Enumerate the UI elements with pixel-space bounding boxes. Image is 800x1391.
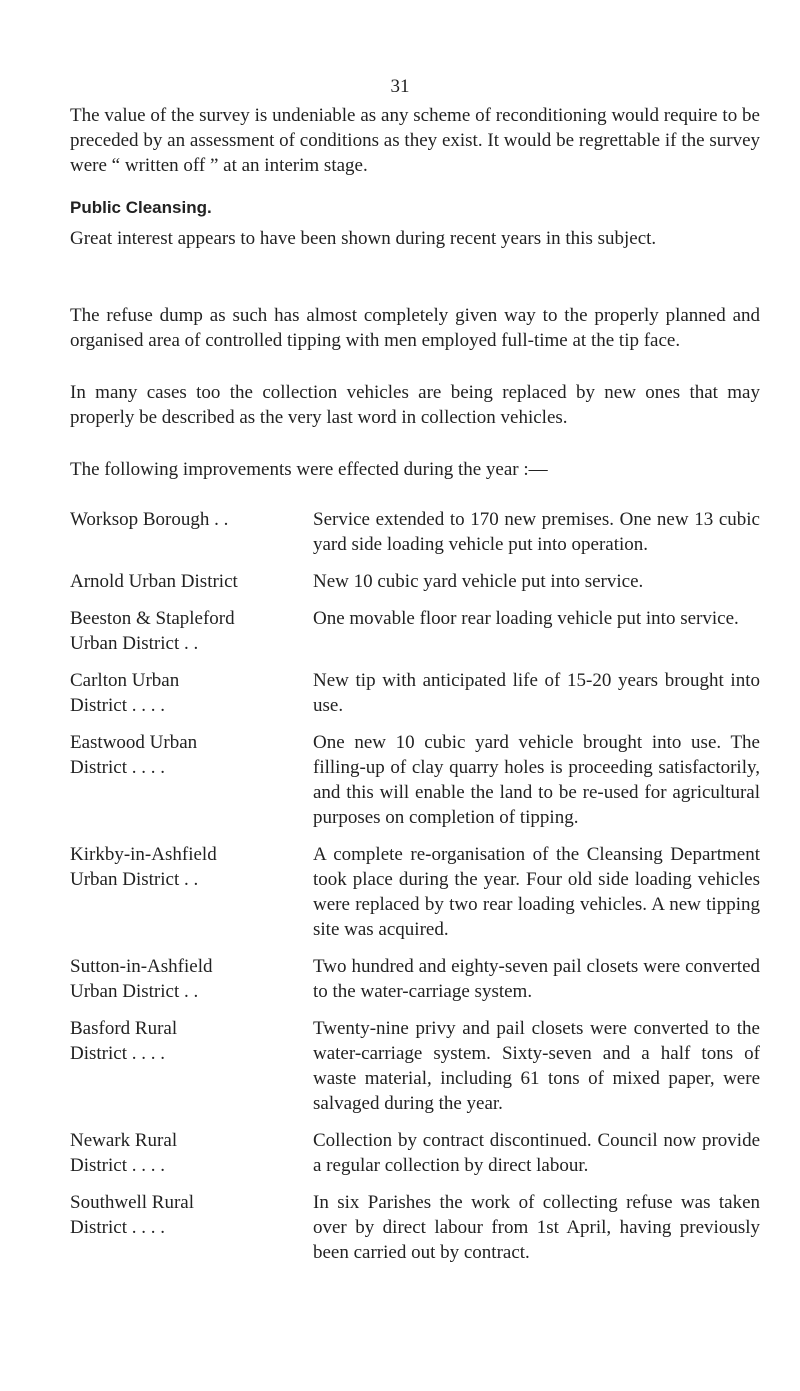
district-label: [70, 1190, 313, 1265]
district-label: [70, 606, 313, 656]
district-label: [70, 569, 313, 594]
district-label-line: District . . . .: [70, 757, 165, 778]
body-paragraph: Great interest appears to have been shown during recent years in this subject.: [70, 228, 657, 249]
improvement-text: New tip with anticipated life of 15-20 years brought into use.: [313, 670, 760, 716]
list-item: [70, 1190, 760, 1265]
improvements-list: [70, 507, 760, 1277]
section-heading: Public Cleansing.: [70, 198, 212, 217]
improvement-text: A complete re-organisation of the Cleansing Department took place during the year. Four old side loading vehicles were replaced by two rear loading vehicles. A new tipping site was acquired.: [313, 844, 760, 940]
district-label-line: Kirkby-in-Ashfield: [70, 844, 217, 865]
district-label-line: Beeston & Stapleford: [70, 608, 235, 629]
district-label: [70, 842, 313, 942]
improvement-text: New 10 cubic yard vehicle put into service.: [313, 571, 644, 592]
district-label-line: Arnold Urban District: [70, 571, 238, 592]
district-label-line: Newark Rural: [70, 1130, 178, 1151]
improvement-text: In six Parishes the work of collecting refuse was taken over by direct labour from 1st April, having previously been carried out by contract.: [313, 1192, 760, 1263]
district-label: [70, 1016, 313, 1116]
district-label-line: District . . . .: [70, 695, 165, 716]
district-label-line: District . . . .: [70, 1155, 165, 1176]
body-paragraph: In many cases too the collection vehicles are being replaced by new ones that may properly be described as the very last word in collection vehicles.: [70, 382, 760, 428]
district-label-line: Carlton Urban: [70, 670, 180, 691]
district-label-line: Urban District . .: [70, 869, 199, 890]
district-label-line: Eastwood Urban: [70, 732, 198, 753]
district-label-line: Urban District . .: [70, 633, 199, 654]
list-item: [70, 668, 760, 718]
intro-paragraph: The value of the survey is undeniable as any scheme of reconditioning would require to be preceded by an assessment of conditions as they exist. It would be regrettable if the survey were “ written off ” at an interim stage.: [70, 105, 760, 176]
list-item: [70, 954, 760, 1004]
list-item: [70, 730, 760, 830]
body-paragraph: The refuse dump as such has almost completely given way to the properly planned and organised area of controlled tipping with men employed full-time at the tip face.: [70, 305, 760, 351]
district-label: [70, 668, 313, 718]
improvement-text: Twenty-nine privy and pail closets were converted to the water-carriage system. Sixty-seven and a half tons of waste material, including 61 tons of mixed paper, were salvaged during the year.: [313, 1018, 760, 1114]
improvement-text: One movable floor rear loading vehicle put into service.: [313, 608, 739, 629]
list-item: [70, 1128, 760, 1178]
body-paragraph: The following improvements were effected during the year :—: [70, 459, 548, 480]
district-label-line: Worksop Borough . .: [70, 509, 229, 530]
list-item: [70, 569, 760, 594]
list-item: [70, 606, 760, 656]
district-label-line: Sutton-in-Ashfield: [70, 956, 213, 977]
list-item: [70, 1016, 760, 1116]
district-label: [70, 954, 313, 1004]
district-label: [70, 730, 313, 830]
district-label-line: Basford Rural: [70, 1018, 178, 1039]
district-label-line: District . . . .: [70, 1043, 165, 1064]
list-item: [70, 842, 760, 942]
improvement-text: Two hundred and eighty-seven pail closets were converted to the water-carriage system.: [313, 956, 760, 1002]
improvement-text: Service extended to 170 new premises. One new 13 cubic yard side loading vehicle put into operation.: [313, 509, 760, 555]
list-item: [70, 507, 760, 557]
district-label-line: District . . . .: [70, 1217, 165, 1238]
improvement-text: One new 10 cubic yard vehicle brought into use. The filling-up of clay quarry holes is proceeding satisfactorily, and this will enable the land to be re-used for agricultural purposes on completion of tipping.: [313, 732, 760, 828]
district-label-line: Southwell Rural: [70, 1192, 195, 1213]
page-number: 31: [390, 76, 410, 97]
improvement-text: Collection by contract discontinued. Council now provide a regular collection by direct labour.: [313, 1130, 760, 1176]
district-label-line: Urban District . .: [70, 981, 199, 1002]
district-label: [70, 1128, 313, 1178]
district-label: [70, 507, 313, 557]
